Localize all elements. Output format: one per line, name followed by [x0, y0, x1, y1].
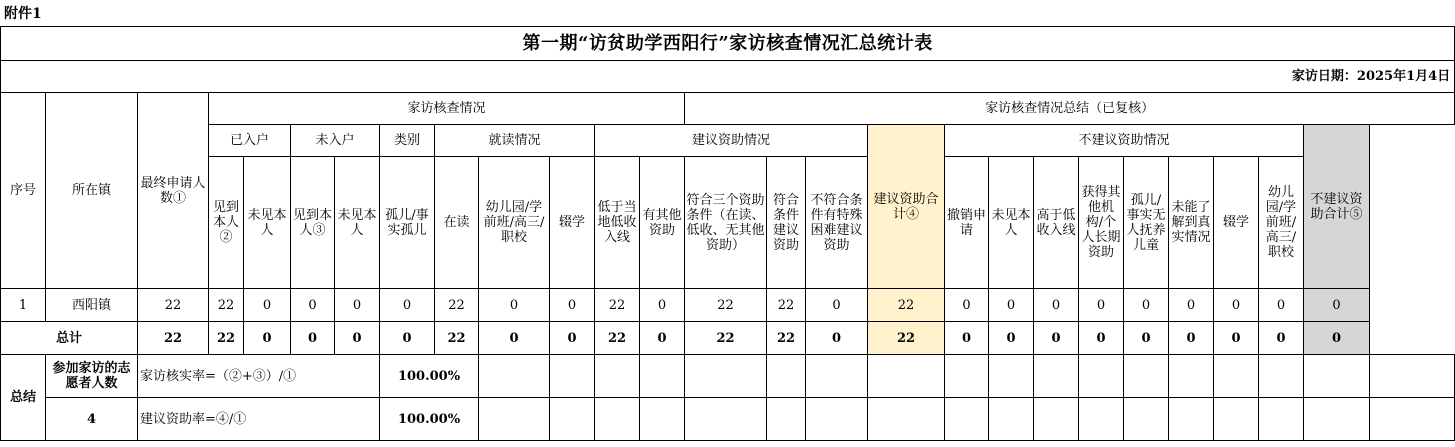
header-final-applicants: 最终申请人数① — [138, 93, 209, 289]
volunteers-value: 4 — [46, 398, 138, 441]
header-low-income: 低于当地低收入线 — [595, 157, 640, 289]
header-suggest-total: 建议资助合计④ — [868, 125, 945, 289]
cell: 0 — [640, 322, 685, 355]
cell: 0 — [1079, 322, 1124, 355]
cell: 0 — [1214, 289, 1259, 322]
cell: 0 — [335, 289, 380, 322]
cell: 0 — [244, 289, 291, 322]
header-suggest: 建议资助情况 — [595, 125, 868, 157]
cell-suggest-total: 22 — [868, 289, 945, 322]
header-met-self-2: 见到本人② — [209, 157, 244, 289]
header-check-group: 家访核查情况 — [209, 93, 685, 125]
header-not-entered: 未入户 — [291, 125, 380, 157]
cell: 0 — [640, 289, 685, 322]
aid-rate-label: 建议资助率=④/① — [138, 398, 380, 441]
cell: 0 — [291, 289, 335, 322]
cell: 22 — [435, 322, 479, 355]
cell: 0 — [479, 289, 550, 322]
cell: 0 — [1169, 289, 1214, 322]
cell: 22 — [685, 289, 767, 322]
visit-date: 家访日期：2025年1月4日 — [1, 61, 1455, 93]
cell: 0 — [244, 322, 291, 355]
cell: 0 — [1214, 322, 1259, 355]
header-dropout-a: 辍学 — [550, 157, 595, 289]
cell: 22 — [767, 289, 806, 322]
cell: 22 — [767, 322, 806, 355]
header-three-conditions: 符合三个资助条件（在读、低收、无其他资助） — [685, 157, 767, 289]
cell: 0 — [291, 322, 335, 355]
cell: 0 — [380, 322, 435, 355]
cell: 0 — [1124, 289, 1169, 322]
cell: 0 — [1259, 322, 1304, 355]
cell: 0 — [945, 322, 989, 355]
aid-rate-value: 100.00% — [380, 398, 479, 441]
table-row — [1, 289, 1455, 322]
verify-rate-label: 家访核实率=（②+③）/① — [138, 355, 380, 398]
header-other-aid: 有其他资助 — [640, 157, 685, 289]
cell: 0 — [989, 322, 1034, 355]
header-no-suggest-total: 不建议资助合计⑤ — [1304, 125, 1370, 289]
summary-label: 总结 — [1, 355, 46, 441]
header-town: 所在镇 — [46, 93, 138, 289]
cell: 0 — [989, 289, 1034, 322]
cell: 22 — [138, 322, 209, 355]
header-summary-group: 家访核查情况总结（已复核） — [685, 93, 1455, 125]
header-orphan-child: 孤儿/事实无人抚养儿童 — [1124, 157, 1169, 289]
total-row — [1, 322, 1455, 355]
header-kindergarten-a: 幼儿园/学前班/高三/职校 — [479, 157, 550, 289]
cell: 0 — [945, 289, 989, 322]
cell: 22 — [138, 289, 209, 322]
attachment-label: 附件1 — [4, 6, 42, 22]
row-town: 西阳镇 — [46, 289, 138, 322]
cell: 0 — [550, 289, 595, 322]
cell-suggest-total: 22 — [868, 322, 945, 355]
total-label: 总计 — [1, 322, 138, 355]
header-not-met-c: 未见本人 — [989, 157, 1034, 289]
volunteers-label: 参加家访的志愿者人数 — [46, 355, 138, 398]
summary-table — [0, 26, 1455, 441]
cell: 0 — [1034, 322, 1079, 355]
header-unverified: 未能了解到真实情况 — [1169, 157, 1214, 289]
cell: 22 — [595, 322, 640, 355]
cell: 22 — [209, 322, 244, 355]
header-no-suggest: 不建议资助情况 — [945, 125, 1304, 157]
header-special-hardship: 不符合条件有特殊困难建议资助 — [806, 157, 868, 289]
cell: 0 — [806, 322, 868, 355]
cell-no-suggest-total: 0 — [1304, 322, 1370, 355]
header-seq: 序号 — [1, 93, 46, 289]
header-met-self-3: 见到本人③ — [291, 157, 335, 289]
header-withdraw: 撤销申请 — [945, 157, 989, 289]
cell: 0 — [1034, 289, 1079, 322]
cell: 0 — [335, 322, 380, 355]
cell: 0 — [1259, 289, 1304, 322]
cell: 22 — [595, 289, 640, 322]
header-dropout-b: 辍学 — [1214, 157, 1259, 289]
header-entered: 已入户 — [209, 125, 291, 157]
header-long-term-aid: 获得其他机构/个人长期资助 — [1079, 157, 1124, 289]
cell: 0 — [806, 289, 868, 322]
header-kindergarten-b: 幼儿园/学前班/高三/职校 — [1259, 157, 1304, 289]
cell: 22 — [209, 289, 244, 322]
cell: 22 — [685, 322, 767, 355]
header-not-met-a: 未见本人 — [244, 157, 291, 289]
header-not-met-b: 未见本人 — [335, 157, 380, 289]
cell: 0 — [380, 289, 435, 322]
cell: 0 — [1124, 322, 1169, 355]
header-orphan: 孤儿/事实孤儿 — [380, 157, 435, 289]
table-title: 第一期“访贫助学西阳行”家访核查情况汇总统计表 — [1, 27, 1455, 61]
cell: 0 — [479, 322, 550, 355]
header-in-school: 在读 — [435, 157, 479, 289]
header-meets-conditions: 符合条件建议资助 — [767, 157, 806, 289]
row-seq: 1 — [1, 289, 46, 322]
verify-rate-value: 100.00% — [380, 355, 479, 398]
header-above-low: 高于低收入线 — [1034, 157, 1079, 289]
header-study: 就读情况 — [435, 125, 595, 157]
cell: 0 — [550, 322, 595, 355]
header-category: 类别 — [380, 125, 435, 157]
cell: 0 — [1169, 322, 1214, 355]
cell-no-suggest-total: 0 — [1304, 289, 1370, 322]
cell: 0 — [1079, 289, 1124, 322]
cell: 22 — [435, 289, 479, 322]
